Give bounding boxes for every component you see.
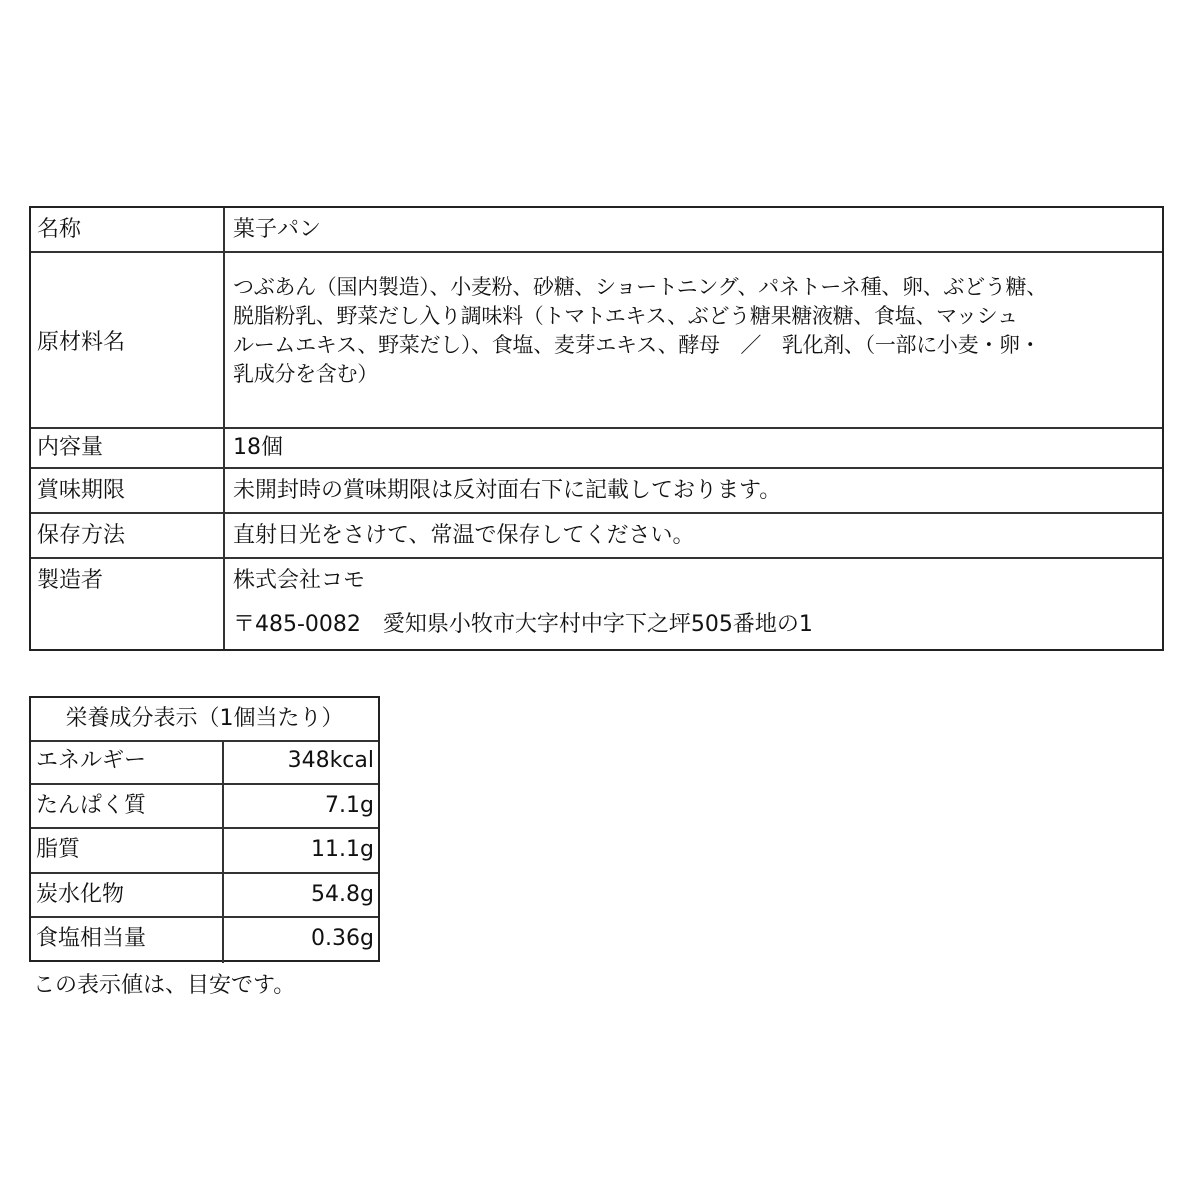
label-manufacturer: 製造者 (31, 559, 225, 649)
nutrition-label: エネルギー (31, 740, 224, 783)
nutrition-row-salt (31, 918, 378, 963)
row-name (31, 208, 1162, 253)
value-quantity: 18個 (233, 435, 283, 460)
label-storage: 保存方法 (31, 514, 225, 557)
row-storage (31, 514, 1162, 559)
nutrition-row-protein (31, 785, 378, 830)
manufacturer-address: 〒485-0082 愛知県小牧市大字村中字下之坪505番地の1 (233, 612, 813, 637)
row-ingredients (31, 253, 1162, 429)
nutrition-note: この表示値は、目安です。 (33, 973, 296, 998)
nutrition-value: 348kcal (287, 748, 374, 773)
nutrition-row-energy (31, 740, 378, 785)
nutrition-label: 食塩相当量 (31, 918, 224, 963)
label-ingredients-text: 原材料名 (37, 329, 126, 355)
label-ingredients (31, 253, 225, 427)
nutrition-label: 脂質 (31, 829, 224, 872)
nutrition-row-carbs (31, 874, 378, 919)
value-ingredients (225, 253, 1162, 427)
label-name: 名称 (31, 208, 225, 251)
value-manufacturer (225, 559, 1162, 649)
manufacturer-company: 株式会社コモ (233, 568, 366, 593)
ingredients-line: ルームエキス、野菜だし）、食塩、麦芽エキス、酵母 ／ 乳化剤、（一部に小麦・卵・ (233, 333, 1041, 357)
label-quantity: 内容量 (31, 429, 225, 467)
nutrition-label: たんぱく質 (31, 785, 224, 828)
value-name: 菓子パン (233, 217, 322, 242)
ingredients-line: 乳成分を含む） (233, 362, 378, 386)
label-best-before: 賞味期限 (31, 469, 225, 512)
value-storage: 直射日光をさけて、常温で保存してください。 (233, 523, 695, 548)
row-best-before (31, 469, 1162, 514)
ingredients-line: つぶあん（国内製造）、小麦粉、砂糖、ショートニング、パネトーネ種、卵、ぶどう糖、 (233, 275, 1047, 299)
nutrition-value: 11.1g (311, 837, 374, 862)
nutrition-row-fat (31, 829, 378, 874)
nutrition-title: 栄養成分表示（1個当たり） (31, 698, 378, 742)
product-label-table (29, 206, 1164, 651)
ingredients-line: 脱脂粉乳、野菜だし入り調味料（トマトエキス、ぶどう糖果糖液糖、食塩、マッシュ (233, 304, 1018, 328)
nutrition-value: 0.36g (311, 926, 374, 951)
row-manufacturer (31, 559, 1162, 649)
nutrition-table (29, 696, 380, 962)
nutrition-value: 54.8g (311, 881, 374, 907)
row-quantity (31, 429, 1162, 469)
nutrition-label: 炭水化物 (31, 874, 224, 917)
value-best-before: 未開封時の賞味期限は反対面右下に記載しております。 (233, 478, 782, 503)
nutrition-value: 7.1g (325, 792, 374, 818)
